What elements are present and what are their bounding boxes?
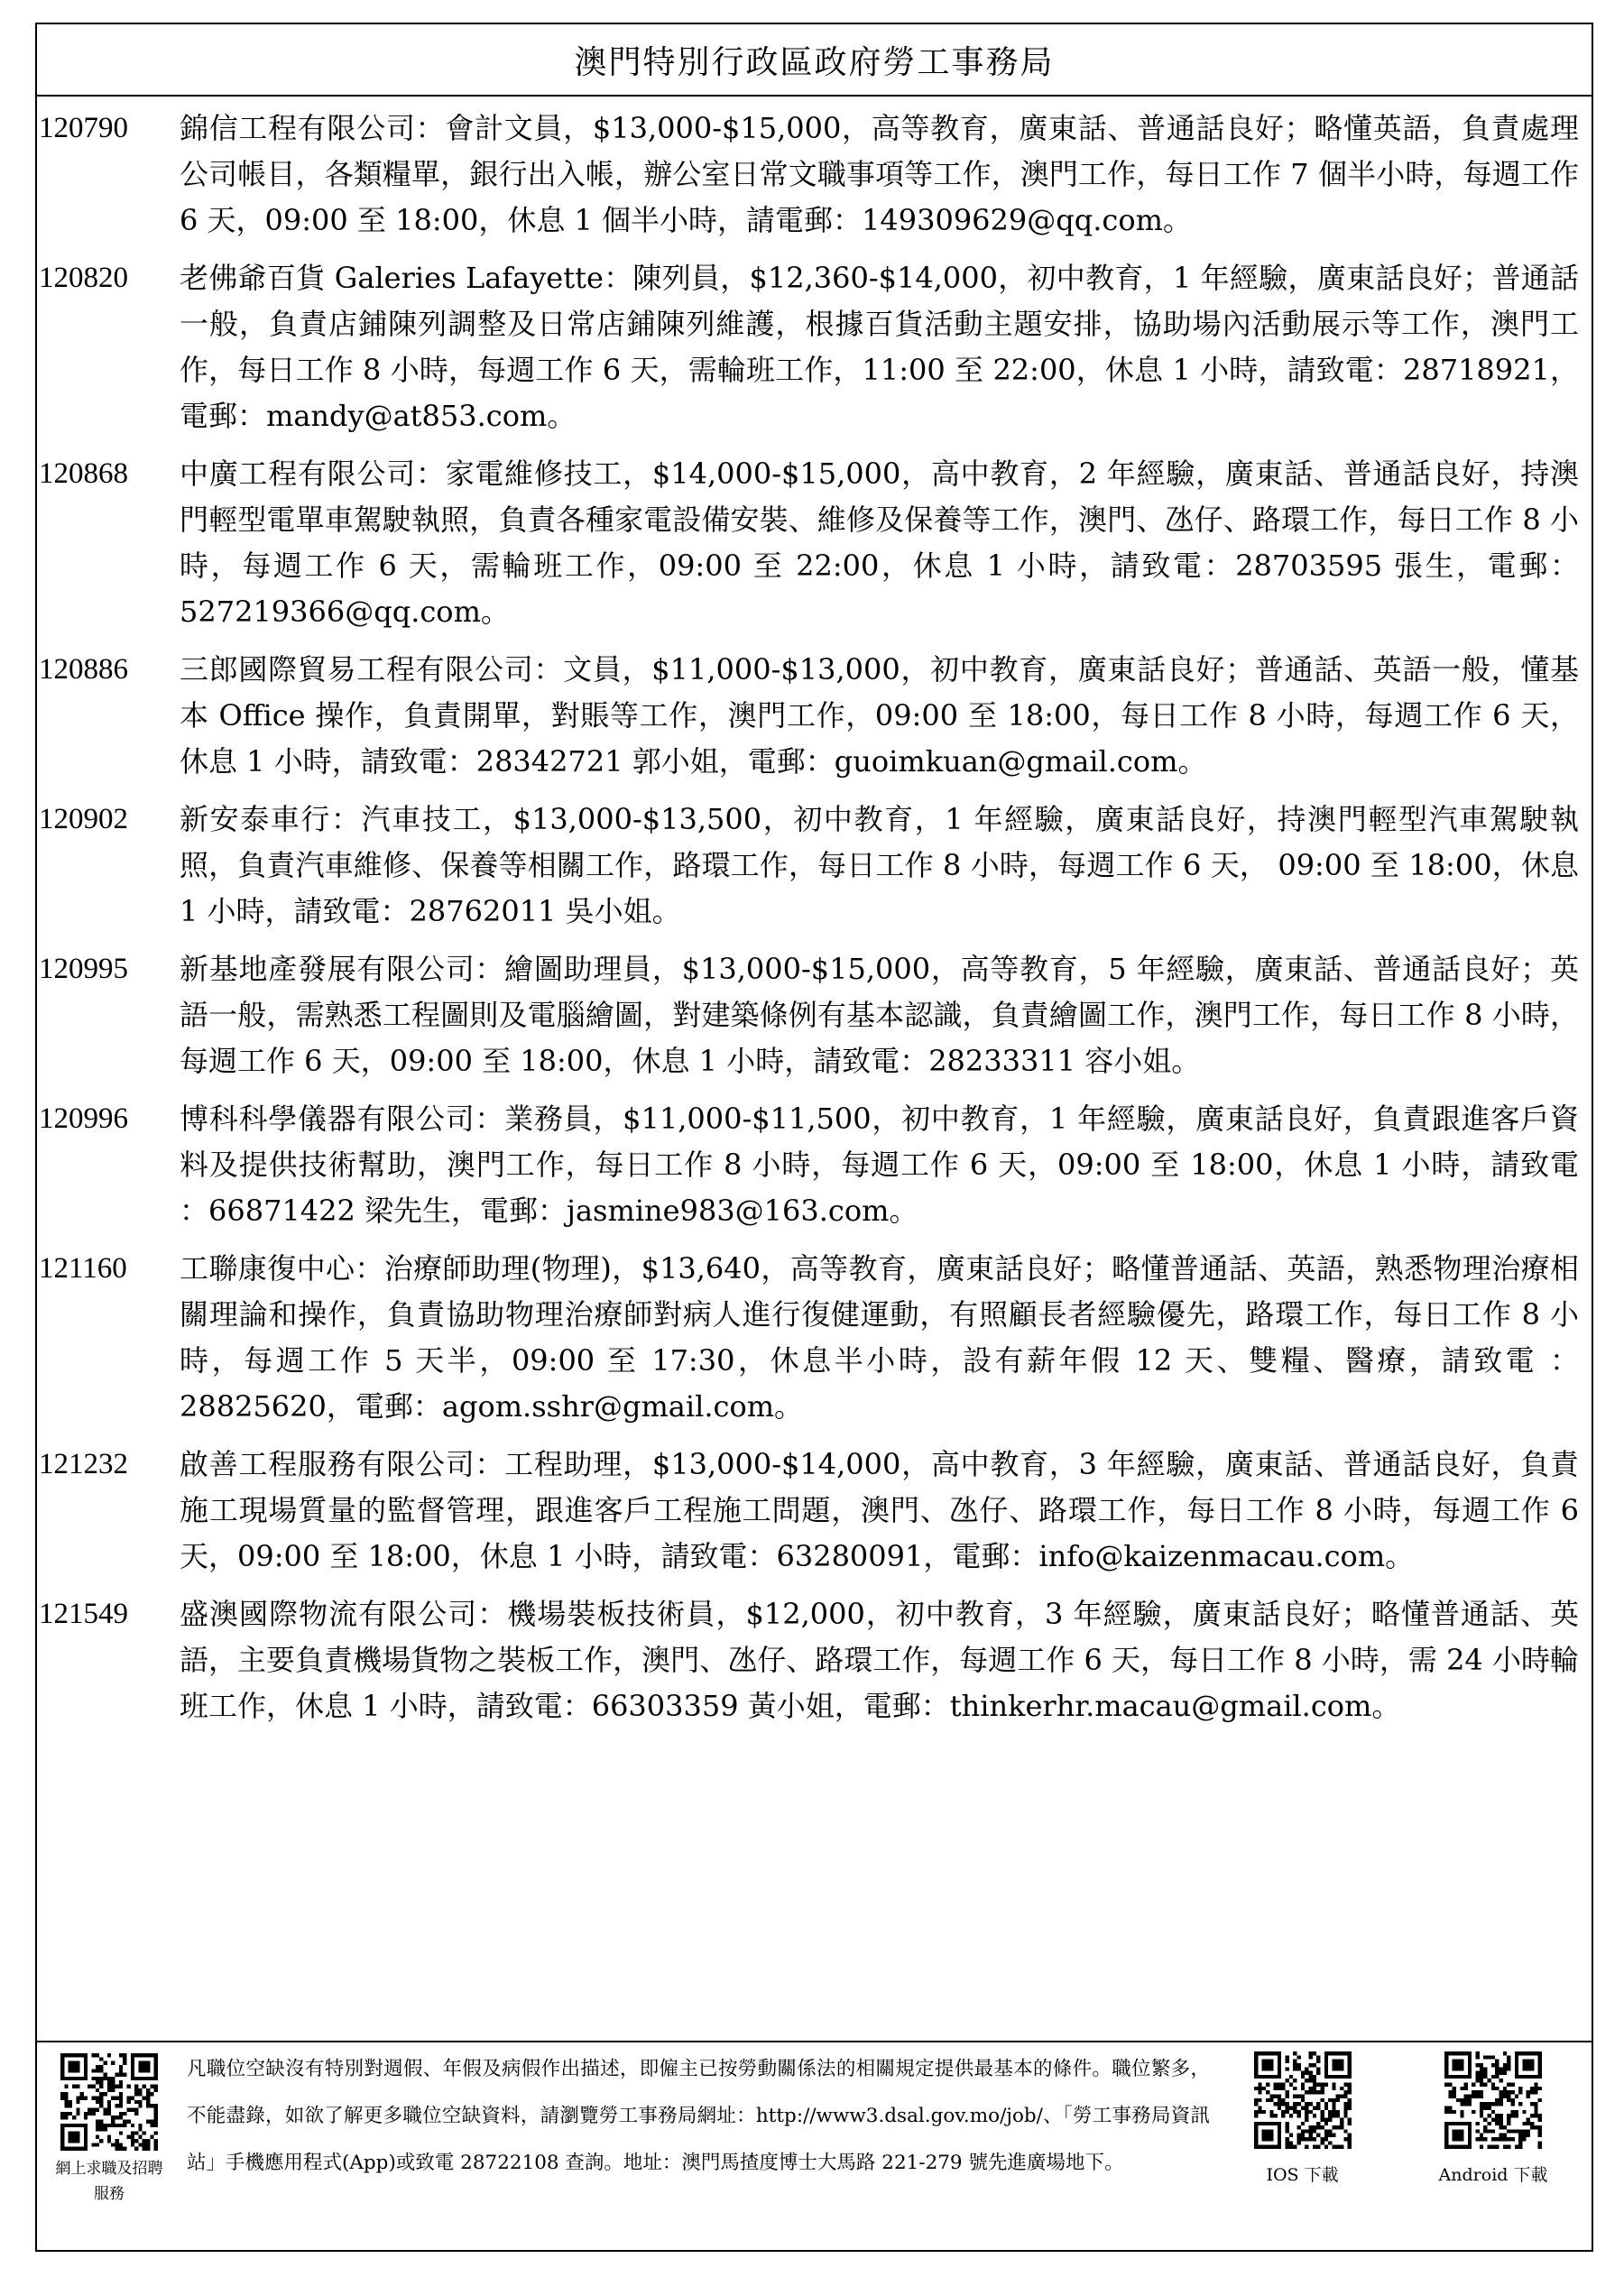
job-id: 120868 bbox=[39, 457, 128, 490]
job-entry bbox=[37, 1591, 1579, 1729]
online-service-qr-caption: 網上求職及招聘服務 bbox=[55, 2160, 163, 2203]
job-description: 新基地產發展有限公司：繪圖助理員，$13,000-$15,000，高等教育，5 年經驗，廣東話、普通話良好；英語一般，需熟悉工程圖則及電腦繪圖，對建築條例有基本認識，負責繪圖工作，澳門工作，每日工作 8 小時，每週工作 6 天，09:00 至 18:00，休息 1 小時，請致電：28233311 容小姐。 bbox=[180, 952, 1579, 1078]
job-entry bbox=[37, 647, 1579, 785]
job-entry bbox=[37, 255, 1579, 439]
job-id: 120820 bbox=[39, 262, 128, 294]
app-download-qr-group bbox=[1210, 2042, 1592, 2250]
ios-download-caption: IOS 下載 bbox=[1266, 2165, 1339, 2185]
job-id: 121232 bbox=[39, 1448, 128, 1480]
footer bbox=[37, 2041, 1592, 2250]
online-service-qr-code-icon[interactable] bbox=[60, 2053, 158, 2151]
page-title: 澳門特別行政區政府勞工事務局 bbox=[37, 24, 1592, 97]
job-entry bbox=[37, 106, 1579, 244]
job-description: 啟善工程服務有限公司：工程助理，$13,000-$14,000，高中教育，3 年經驗，廣東話、普通話良好，負責施工現場質量的監督管理，跟進客戶工程施工問題，澳門、氹仔、路環工作，每日工作 8 小時，每週工作 6 天，09:00 至 18:00，休息 1 小時，請致電：63280091，電郵：info@kaizenmacau.com。 bbox=[180, 1447, 1579, 1573]
android-download-qr-block bbox=[1439, 2051, 1548, 2250]
job-entry bbox=[37, 451, 1579, 635]
job-id: 120886 bbox=[39, 653, 128, 686]
android-download-caption: Android 下載 bbox=[1438, 2165, 1548, 2185]
job-id: 121549 bbox=[39, 1598, 128, 1630]
job-description: 錦信工程有限公司：會計文員，$13,000-$15,000，高等教育，廣東話、普通話良好；略懂英語，負責處理公司帳目，各類糧單，銀行出入帳，辦公室日常文職事項等工作，澳門工作，每日工作 7 個半小時，每週工作 6 天，09:00 至 18:00，休息 1 個半小時，請電郵：149309629@qq.com。 bbox=[180, 111, 1579, 237]
job-entry bbox=[37, 1096, 1579, 1234]
job-id: 120790 bbox=[39, 112, 128, 144]
job-description: 新安泰車行：汽車技工，$13,000-$13,500，初中教育，1 年經驗，廣東話良好，持澳門輕型汽車駕駛執照，負責汽車維修、保養等相關工作，路環工作，每日工作 8 小時，每週工作 6 天， 09:00 至 18:00，休息 1 小時，請致電：28762011 吳小姐。 bbox=[180, 802, 1579, 928]
job-description: 盛澳國際物流有限公司：機場裝板技術員，$12,000，初中教育，3 年經驗，廣東話良好；略懂普通話、英語，主要負責機場貨物之裝板工作，澳門、氹仔、路環工作，每週工作 6 天，每日工作 8 小時，需 24 小時輪班工作，休息 1 小時，請致電：66303359 黃小姐，電郵：thinkerhr.macau@gmail.com。 bbox=[180, 1597, 1579, 1723]
job-entry bbox=[37, 1442, 1579, 1580]
job-entry bbox=[37, 797, 1579, 935]
job-id: 120995 bbox=[39, 953, 128, 985]
job-entry bbox=[37, 1246, 1579, 1430]
ios-download-qr-block bbox=[1254, 2051, 1352, 2250]
job-id: 121160 bbox=[39, 1252, 127, 1285]
job-description: 三郎國際貿易工程有限公司：文員，$11,000-$13,000，初中教育，廣東話良好；普通話、英語一般，懂基本 Office 操作，負責開單，對賬等工作，澳門工作，09:00 至 18:00，每日工作 8 小時，每週工作 6 天，休息 1 小時，請致電：28342721 郭小姐，電郵：guoimkuan@gmail.com。 bbox=[180, 652, 1579, 779]
job-description: 老佛爺百貨 Galeries Lafayette：陳列員，$12,360-$14,000，初中教育，1 年經驗，廣東話良好；普通話一般，負責店鋪陳列調整及日常店鋪陳列維護，根據百貨活動主題安排，協助場內活動展示等工作，澳門工作，每日工作 8 小時，每週工作 6 天，需輪班工作，11:00 至 22:00，休息 1 小時，請致電：28718921，電郵：mandy@at853.com。 bbox=[180, 261, 1579, 433]
footer-notice: 凡職位空缺沒有特別對週假、年假及病假作出描述，即僱主已按勞動關係法的相關規定提供最基本的條件。職位繁多，不能盡錄，如欲了解更多職位空缺資料，請瀏覽勞工事務局網址：http://www3.dsal.gov.mo/job/、「勞工事務局資訊站」手機應用程式(App)或致電 28722108 查詢。地址：澳門馬揸度博士大馬路 221-279 號先進廣場地下。 bbox=[187, 2058, 1210, 2174]
android-download-qr-code-icon[interactable] bbox=[1444, 2051, 1542, 2149]
online-service-qr-block bbox=[37, 2042, 181, 2250]
job-id: 120902 bbox=[39, 803, 128, 835]
job-list bbox=[37, 97, 1592, 2044]
ios-download-qr-code-icon[interactable] bbox=[1254, 2051, 1352, 2149]
job-description: 博科科學儀器有限公司：業務員，$11,000-$11,500，初中教育，1 年經驗，廣東話良好，負責跟進客戶資料及提供技術幫助，澳門工作，每日工作 8 小時，每週工作 6 天，09:00 至 18:00，休息 1 小時，請致電 ：66871422 梁先生，電郵：jasmine983@163.com。 bbox=[180, 1102, 1579, 1228]
job-entry bbox=[37, 946, 1579, 1084]
job-id: 120996 bbox=[39, 1102, 128, 1135]
job-description: 工聯康復中心：治療師助理(物理)，$13,640，高等教育，廣東話良好；略懂普通話、英語，熟悉物理治療相關理論和操作，負責協助物理治療師對病人進行復健運動，有照顧長者經驗優先，路環工作，每日工作 8 小時，每週工作 5 天半，09:00 至 17:30，休息半小時，設有薪年假 12 天、雙糧、醫療，請致電 ：28825620，電郵：agom.sshr@gmail.com。 bbox=[180, 1251, 1579, 1424]
job-description: 中廣工程有限公司：家電維修技工，$14,000-$15,000，高中教育，2 年經驗，廣東話、普通話良好，持澳門輕型電單車駕駛執照，負責各種家電設備安裝、維修及保養等工作，澳門、氹仔、路環工作，每日工作 8 小時，每週工作 6 天，需輪班工作，09:00 至 22:00，休息 1 小時，請致電：28703595 張生，電郵：527219366@qq.com。 bbox=[180, 456, 1579, 629]
job-vacancy-sheet bbox=[35, 23, 1593, 2252]
